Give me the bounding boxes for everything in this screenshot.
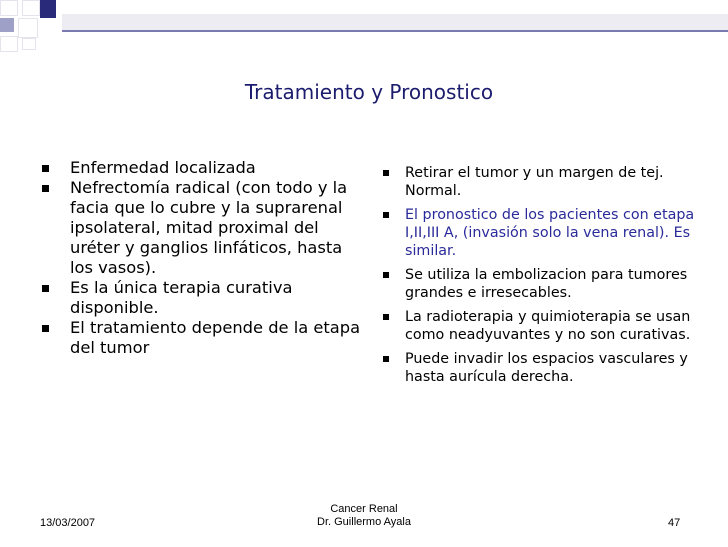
footer-center [0, 503, 728, 529]
list-item-highlighted: El pronostico de los pacientes con etapa I,II,III A, (invasión solo la vena renal). Es similar. [383, 206, 703, 260]
deco-square [0, 0, 18, 16]
page-number: 47 [668, 517, 681, 529]
square-bullet-icon [383, 170, 389, 176]
right-bullet-list [383, 164, 703, 392]
list-item: Nefrectomía radical (con todo y la facia que lo cubre y la suprarenal ipsolateral, mitad proximal del uréter y ganglios linfáticos, hasta los vasos). [42, 178, 362, 278]
list-item: Es la única terapia curativa disponible. [42, 278, 362, 318]
square-bullet-icon [42, 325, 49, 332]
list-item: Se utiliza la embolizacion para tumores grandes e irresecables. [383, 266, 703, 302]
footer-author: Dr. Guillermo Ayala [317, 516, 411, 528]
square-bullet-icon [383, 356, 389, 362]
deco-square [22, 38, 36, 50]
square-bullet-icon [383, 314, 389, 320]
slide-title: Tratamiento y Pronostico [244, 80, 494, 104]
deco-square [0, 18, 14, 32]
list-item: Enfermedad localizada [42, 158, 362, 178]
list-item: El tratamiento depende de la etapa del tumor [42, 318, 362, 358]
square-bullet-icon [42, 165, 49, 172]
list-item: Puede invadir los espacios vasculares y hasta aurícula derecha. [383, 350, 703, 386]
deco-square [40, 0, 56, 18]
square-bullet-icon [42, 185, 49, 192]
footer-topic: Cancer Renal [330, 503, 398, 515]
deco-square [0, 36, 18, 52]
deco-square [22, 0, 40, 16]
footer-date: 13/03/2007 [40, 517, 96, 529]
deco-square [18, 18, 38, 38]
square-bullet-icon [383, 272, 389, 278]
square-bullet-icon [383, 212, 389, 218]
header-bar-line [62, 30, 728, 32]
left-bullet-list [42, 158, 362, 358]
list-item: Retirar el tumor y un margen de tej. Normal. [383, 164, 703, 200]
list-item: La radioterapia y quimioterapia se usan como neadyuvantes y no son curativas. [383, 308, 703, 344]
header-decoration [0, 0, 728, 30]
square-bullet-icon [42, 285, 49, 292]
